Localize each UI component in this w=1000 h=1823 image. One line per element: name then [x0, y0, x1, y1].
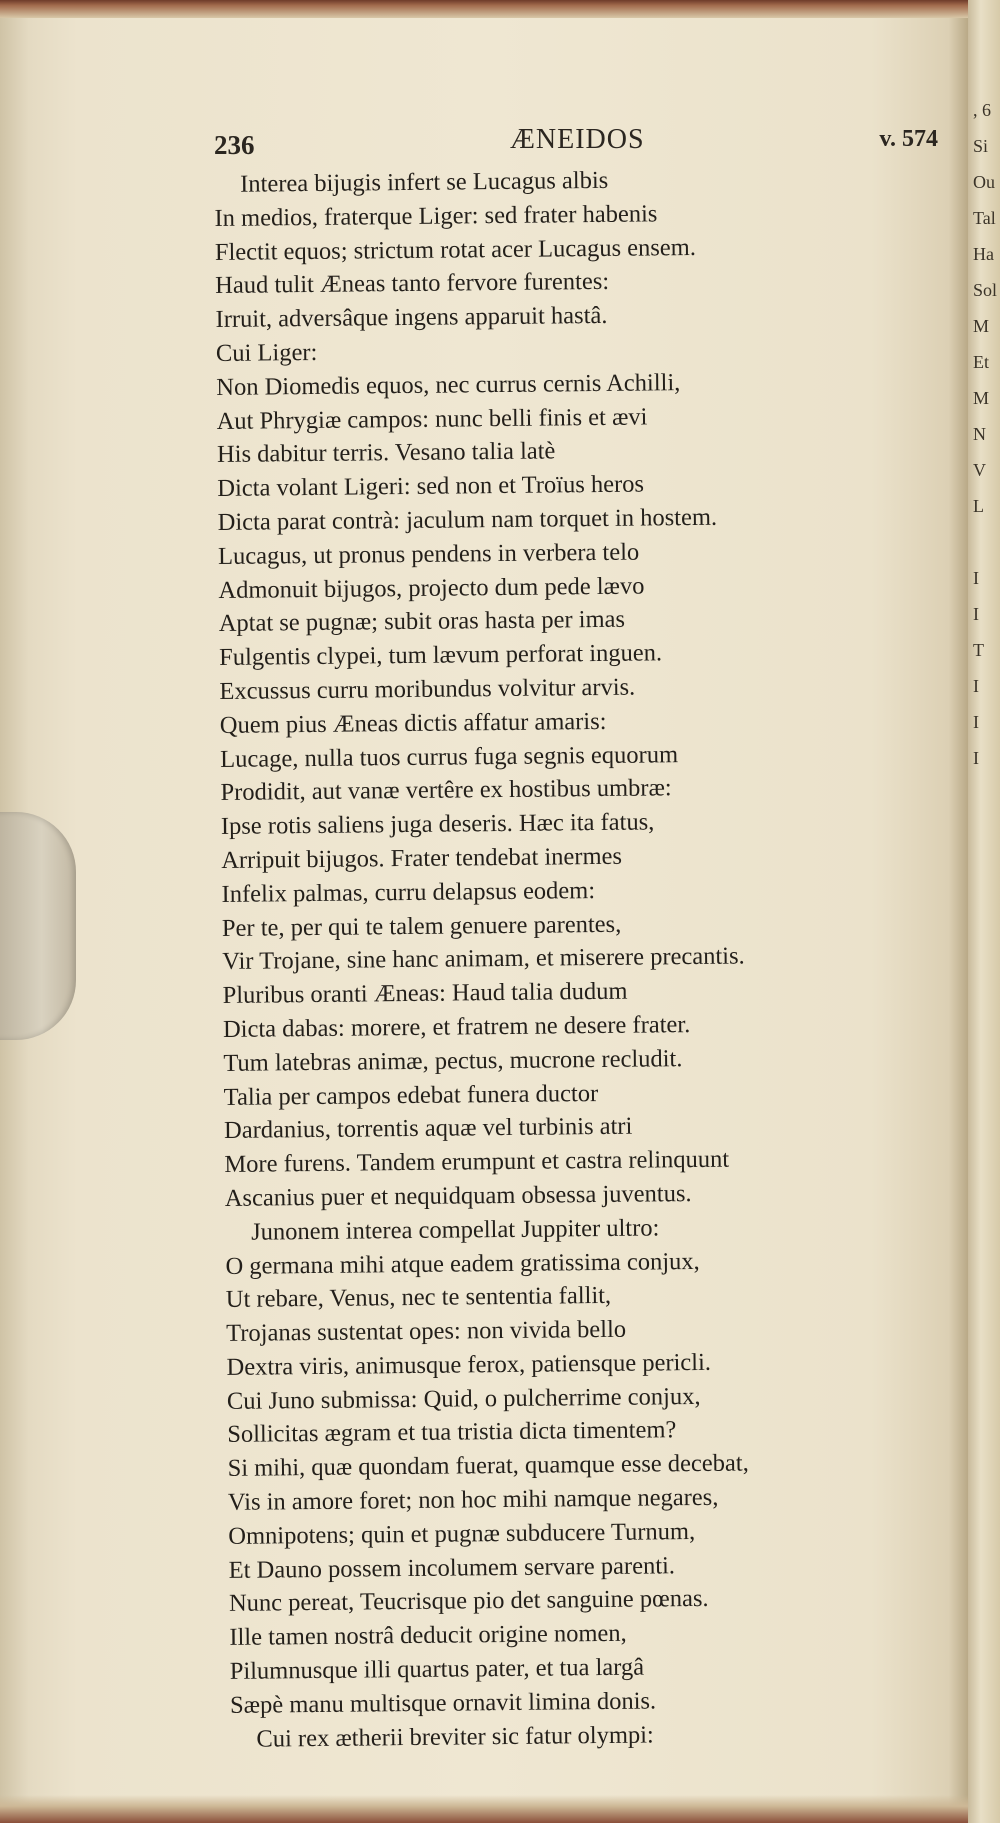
next-page-fragment [973, 532, 995, 552]
verse-line: Cui rex ætherii breviter sic fatur olympi: [256, 1721, 654, 1753]
next-page-fragment: I [973, 604, 979, 624]
verse-line: Flectit equos; strictum rotat acer Lucagus ensem. [214, 233, 697, 266]
next-page-fragment: I [973, 748, 979, 768]
next-page-fragment: N [973, 424, 986, 444]
next-page-fragment: V [973, 460, 986, 480]
next-page-fragment: Ha [973, 244, 994, 264]
next-page-fragment: T [973, 640, 984, 660]
verse-line: Omnipotens; quin et pugnæ subducere Turnum, [228, 1517, 696, 1550]
next-page-fragment: Tal [973, 208, 996, 228]
running-title: ÆNEIDOS [510, 124, 645, 155]
verse-line: Dextra viris, animusque ferox, patiensque pericli. [226, 1348, 712, 1381]
verse-line: Pluribus oranti Æneas: Haud talia dudum [222, 977, 628, 1010]
verse-line: Pilumnusque illi quartus pater, et tua largâ [229, 1653, 645, 1685]
next-page-fragment: L [973, 496, 984, 516]
verse-line: O germana mihi atque eadem gratissima conjux, [225, 1247, 700, 1280]
verse-line: Irruit, adversâque ingens apparuit hastâ. [215, 302, 608, 334]
verse-line: Aut Phrygiæ campos: nunc belli finis et ævi [216, 403, 648, 435]
verse-line: Haud tulit Æneas tanto fervore furentes: [215, 268, 610, 300]
next-page-fragment: Ou [973, 172, 995, 192]
verse-line: Talia per campos edebat funera ductor [223, 1079, 599, 1111]
verse-line: Admonuit bijugos, projecto dum pede lævo [218, 572, 645, 604]
next-page-fragment: Et [973, 352, 989, 372]
verse-line: Vis in amore foret; non hoc mihi namque negares, [227, 1483, 719, 1517]
verse-line: Dicta volant Ligeri: sed non et Troïus heros [217, 470, 645, 503]
verse-line: Excussus curru moribundus volvitur arvis. [219, 673, 636, 705]
verse-line: Ille tamen nostrâ deducit origine nomen, [229, 1620, 627, 1652]
verse-line: Ipse rotis saliens juga deseris. Hæc ita fatus, [220, 808, 655, 841]
next-page-fragment: M [973, 388, 990, 408]
page-number: 236 [214, 130, 255, 160]
verse-reference: v. 574 [879, 126, 938, 152]
next-page-fragment: Sol [973, 280, 998, 300]
verse-line: Vir Trojane, sine hanc animam, et miserere precantis. [222, 942, 745, 976]
page-header [214, 122, 938, 162]
verse-line: Dicta dabas: morere, et fratrem ne desere frater. [222, 1010, 691, 1043]
verse-line: Cui Liger: [215, 338, 318, 367]
next-page-fragment: I [973, 712, 979, 732]
verse-line: In medios, fraterque Liger: sed frater habenis [214, 200, 658, 232]
verse-line: Junonem interea compellat Juppiter ultro: [251, 1214, 660, 1246]
verse-line: Dicta parat contrà: jaculum nam torquet in hostem. [217, 503, 718, 536]
verse-line: Aptat se pugnæ; subit oras hasta per imas [218, 606, 626, 638]
verse-line: More furens. Tandem erumpunt et castra relinquunt [224, 1145, 730, 1179]
verse-line: Arripuit bijugos. Frater tendebat inermes [221, 842, 623, 874]
thumb-shadow [0, 812, 76, 1040]
verse-line: Infelix palmas, curru delapsus eodem: [221, 876, 596, 908]
verse-line: Si mihi, quæ quondam fuerat, quamque esse decebat, [227, 1449, 749, 1483]
verse-line: Nunc pereat, Teucrisque pio det sanguine pœnas. [228, 1585, 709, 1618]
verse-line: Ut rebare, Venus, nec te sententia fallit, [225, 1282, 612, 1314]
verse-line: Lucagus, ut pronus pendens in verbera telo [217, 538, 640, 570]
verse-line: Quem pius Æneas dictis affatur amaris: [219, 707, 607, 739]
next-page-fragment: M [973, 316, 990, 336]
verse-line: Tum latebras animæ, pectus, mucrone recludit. [223, 1044, 683, 1077]
verse-line: Ascanius puer et nequidquam obsessa juventus. [224, 1179, 692, 1212]
adjacent-page-edge [968, 0, 1000, 1823]
verse-line: Sæpè manu multisque ornavit limina donis. [229, 1687, 657, 1719]
verse-line: Non Diomedis equos, nec currus cernis Achilli, [216, 368, 681, 401]
verse-line: Trojanas sustentat opes: non vivida bello [226, 1315, 627, 1348]
verse-line: Per te, per qui te talem genuere parentes, [221, 910, 622, 942]
verse-line: Interea bijugis infert se Lucagus albis [240, 166, 609, 198]
verse-line: Dardanius, torrentis aquæ vel turbinis atri [223, 1112, 633, 1145]
next-page-fragment: Si [973, 136, 989, 156]
verse-text-block [214, 160, 971, 1756]
verse-line: Et Dauno possem incolumem servare parenti. [228, 1551, 676, 1584]
next-page-fragment: , 6 [973, 100, 991, 120]
verse-line: His dabitur terris. Vesano talia latè [216, 437, 556, 469]
verse-line: Fulgentis clypei, tum lævum perforat inguen. [218, 639, 663, 672]
next-page-fragment: I [973, 676, 979, 696]
verse-line: Lucage, nulla tuos currus fuga segnis equorum [220, 740, 679, 773]
verse-line: Prodidit, aut vanæ vertêre ex hostibus umbræ: [220, 774, 672, 807]
verse-line: Cui Juno submissa: Quid, o pulcherrime conjux, [226, 1382, 701, 1415]
verse-line: Sollicitas ægram et tua tristia dicta timentem? [227, 1416, 677, 1449]
next-page-fragment: I [973, 568, 979, 588]
